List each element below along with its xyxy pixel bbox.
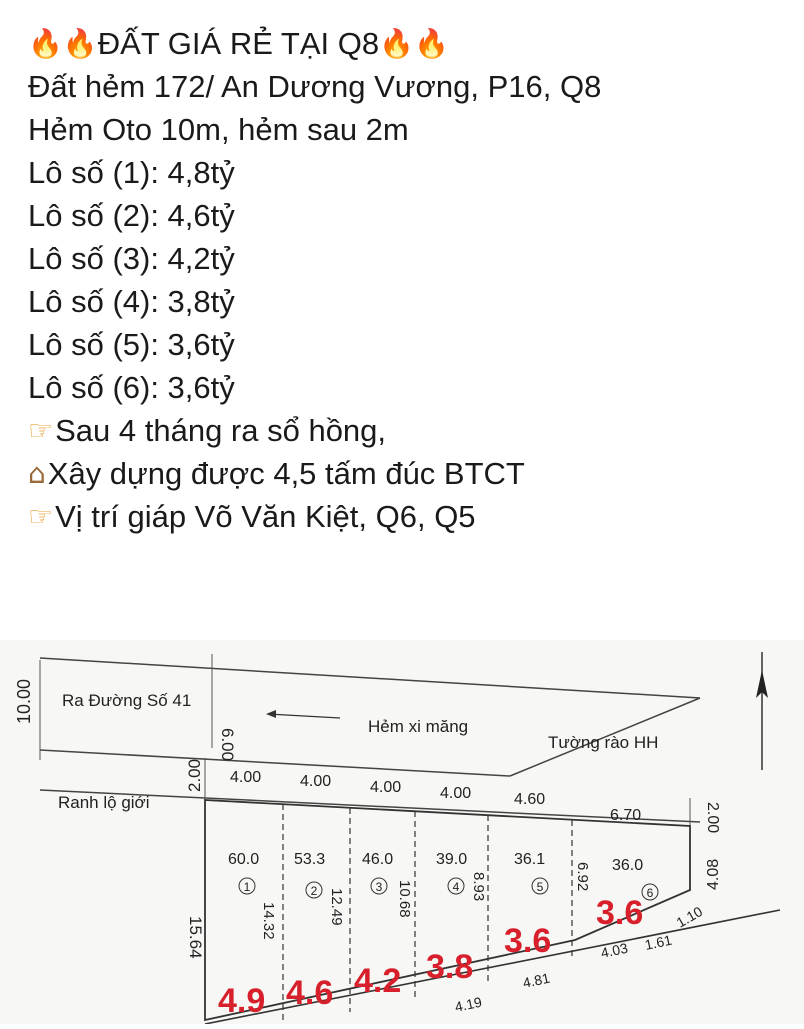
note-location-line xyxy=(28,495,788,538)
lot-width-4: 4.00 xyxy=(440,785,472,802)
listing-post xyxy=(28,22,788,538)
note-build-line xyxy=(28,452,788,495)
house-icon: ⌂ xyxy=(28,456,46,490)
fire-icon: 🔥 xyxy=(62,26,98,60)
lot-price-2: Lô số (2): 4,6tỷ xyxy=(28,198,235,233)
lot-area-4: 39.0 xyxy=(436,851,468,868)
lot-plan-svg xyxy=(0,640,804,1024)
lot-width-6: 6.70 xyxy=(610,807,642,824)
dim-2-left: 2.00 xyxy=(185,758,204,792)
handwritten-prices xyxy=(218,894,643,1020)
svg-text:6: 6 xyxy=(646,886,654,900)
lot-width-3: 4.00 xyxy=(370,779,402,796)
bottom-dim-3: 4.03 xyxy=(599,939,630,961)
bottom-dim-4: 1.61 xyxy=(643,931,674,953)
lot-price-5: Lô số (5): 3,6tỷ xyxy=(28,327,235,362)
svg-text:1: 1 xyxy=(243,880,251,894)
lot-depth-2: 12.49 xyxy=(328,888,345,926)
lot-number-2 xyxy=(306,882,322,898)
road-line-bottom xyxy=(40,750,510,776)
lot-depth-1: 14.32 xyxy=(260,902,277,940)
pointing-hand-icon: ☞ xyxy=(28,413,54,447)
lot-width-1: 4.00 xyxy=(230,769,262,786)
alley-arrow-line xyxy=(268,714,340,718)
lot-price-6: Lô số (6): 3,6tỷ xyxy=(28,370,235,405)
lot-width-2: 4.00 xyxy=(300,773,332,790)
bottom-dim-1: 4.19 xyxy=(453,993,484,1015)
lot-area-1: 60.0 xyxy=(228,851,260,868)
lot-number-4 xyxy=(448,878,464,894)
handwritten-price-6: 3.6 xyxy=(596,894,644,932)
lot-number-1 xyxy=(239,878,255,894)
fire-icon: 🔥 xyxy=(379,26,415,60)
lot-depth-4: 8.93 xyxy=(470,872,487,902)
lot-number-5 xyxy=(532,878,548,894)
lot-area-2: 53.3 xyxy=(294,851,326,868)
note-paper-line xyxy=(28,409,788,452)
handwritten-price-5: 3.6 xyxy=(504,922,552,960)
dim-6: 6.00 xyxy=(218,728,237,762)
svg-text:2: 2 xyxy=(310,884,318,898)
post-address: Đất hẻm 172/ An Dương Vương, P16, Q8 xyxy=(28,69,602,104)
post-title: ĐẤT GIÁ RẺ TẠI Q8 xyxy=(97,26,380,61)
svg-text:5: 5 xyxy=(536,880,544,894)
lot-price-4: Lô số (4): 3,8tỷ xyxy=(28,284,235,319)
svg-text:4: 4 xyxy=(452,880,460,894)
note-build: Xây dựng được 4,5 tấm đúc BTCT xyxy=(47,456,525,491)
lot-area-3: 46.0 xyxy=(362,851,394,868)
alley-label: Hẻm xi măng xyxy=(368,717,469,736)
pointing-hand-icon: ☞ xyxy=(28,499,54,533)
boundary-label: Ranh lộ giới xyxy=(58,793,150,812)
lot-price-1: Lô số (1): 4,8tỷ xyxy=(28,155,235,190)
handwritten-price-4: 3.8 xyxy=(426,948,474,986)
lot-diagram xyxy=(0,640,804,1024)
fire-icon: 🔥 xyxy=(414,26,449,60)
handwritten-price-3: 4.2 xyxy=(354,962,402,1000)
lot-area-6: 36.0 xyxy=(612,857,644,874)
post-alley: Hẻm Oto 10m, hẻm sau 2m xyxy=(28,112,409,147)
svg-text:3: 3 xyxy=(375,880,383,894)
road-label: Ra Đường Số 41 xyxy=(62,691,192,710)
alley-arrow-icon xyxy=(266,710,276,718)
lot-width-5: 4.60 xyxy=(514,791,546,808)
lot-depth-3: 10.68 xyxy=(396,880,413,918)
lot-number-6 xyxy=(642,884,658,900)
dim-4-08: 4.08 xyxy=(705,858,722,890)
lot-number-3 xyxy=(371,878,387,894)
lot-price-3: Lô số (3): 4,2tỷ xyxy=(28,241,235,276)
bottom-dim-5: 1.10 xyxy=(673,903,706,931)
fence-label: Tường rào HH xyxy=(548,733,659,752)
note-location: Vị trí giáp Võ Văn Kiệt, Q6, Q5 xyxy=(55,499,476,534)
bottom-dim-2: 4.81 xyxy=(521,969,552,991)
post-title-line xyxy=(28,22,788,65)
dim-10: 10.00 xyxy=(14,678,34,724)
note-paper: Sau 4 tháng ra sổ hồng, xyxy=(55,413,387,448)
dim-2-right: 2.00 xyxy=(704,802,721,834)
lot-depth-5: 6.92 xyxy=(574,862,591,892)
fire-icon: 🔥 xyxy=(28,26,63,60)
handwritten-price-2: 4.6 xyxy=(286,974,334,1012)
handwritten-price-1: 4.9 xyxy=(218,982,266,1020)
lot-area-5: 36.1 xyxy=(514,851,546,868)
dim-15-64: 15.64 xyxy=(186,916,205,959)
